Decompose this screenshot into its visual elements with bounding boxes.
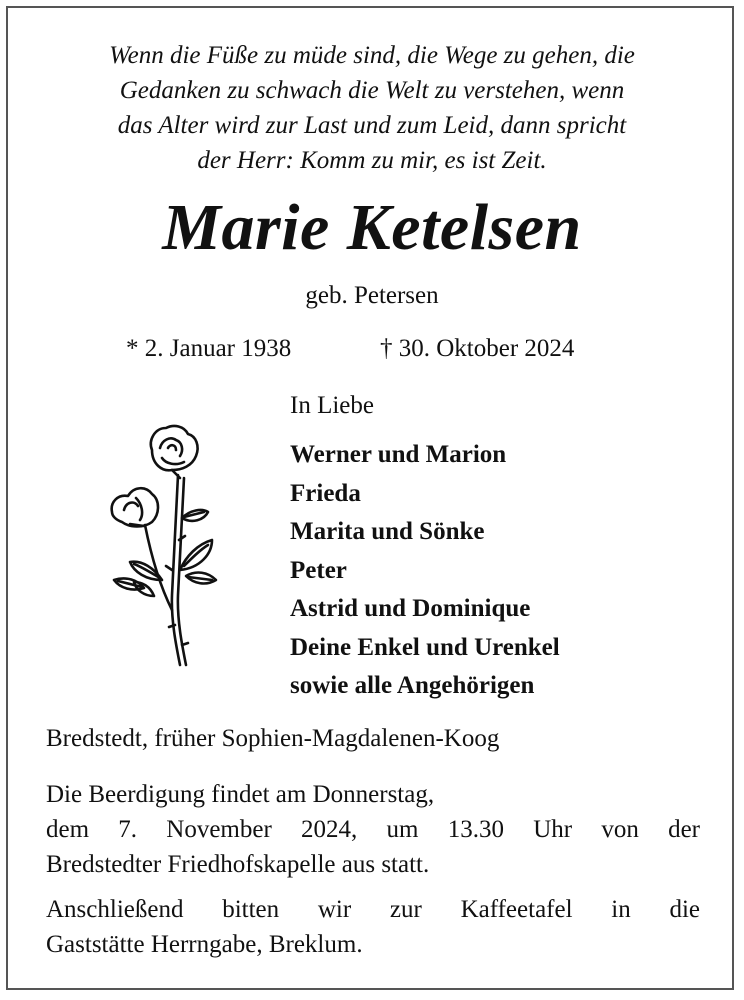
funeral-line: Die Beerdigung findet am Donnerstag, — [46, 781, 435, 808]
reception-line: Anschließend bitten wir zur Kaffeetafel in die — [46, 896, 700, 923]
funeral-line: dem 7. November 2024, um 13.30 Uhr von der — [46, 816, 700, 843]
in-love-label: In Liebe — [290, 392, 374, 419]
place-of-residence: Bredstedt, früher Sophien-Magdalenen-Koog — [46, 725, 500, 752]
mourner-name: Frieda — [290, 479, 361, 507]
funeral-line: Bredstedter Friedhofskapelle aus statt. — [46, 851, 430, 878]
death-date: † 30. Oktober 2024 — [380, 335, 575, 362]
rose-icon — [100, 420, 230, 670]
maiden-name: geb. Petersen — [305, 282, 439, 309]
mourners-list — [290, 436, 560, 706]
verse-line: das Alter wird zur Last und zum Leid, dann spricht — [117, 112, 627, 139]
mourner-name: Deine Enkel und Urenkel — [290, 633, 560, 661]
bible-verse — [0, 38, 744, 178]
mourner-name: Werner und Marion — [290, 441, 507, 468]
reception-details — [46, 892, 700, 962]
reception-line: Gaststätte Herrngabe, Breklum. — [46, 931, 363, 958]
mourner-name: Marita und Sönke — [290, 518, 485, 545]
funeral-details — [46, 777, 700, 882]
verse-line: der Herr: Komm zu mir, es ist Zeit. — [197, 147, 547, 174]
mourner-name: Astrid und Dominique — [290, 595, 531, 622]
mourner-name: Peter — [290, 556, 347, 584]
verse-line: Gedanken zu schwach die Welt zu verstehen, wenn — [119, 77, 625, 104]
verse-line: Wenn die Füße zu müde sind, die Wege zu gehen, die — [109, 42, 635, 69]
mourner-name: sowie alle Angehörigen — [290, 672, 535, 699]
deceased-name: Marie Ketelsen — [162, 191, 582, 264]
birth-date: * 2. Januar 1938 — [126, 335, 292, 362]
